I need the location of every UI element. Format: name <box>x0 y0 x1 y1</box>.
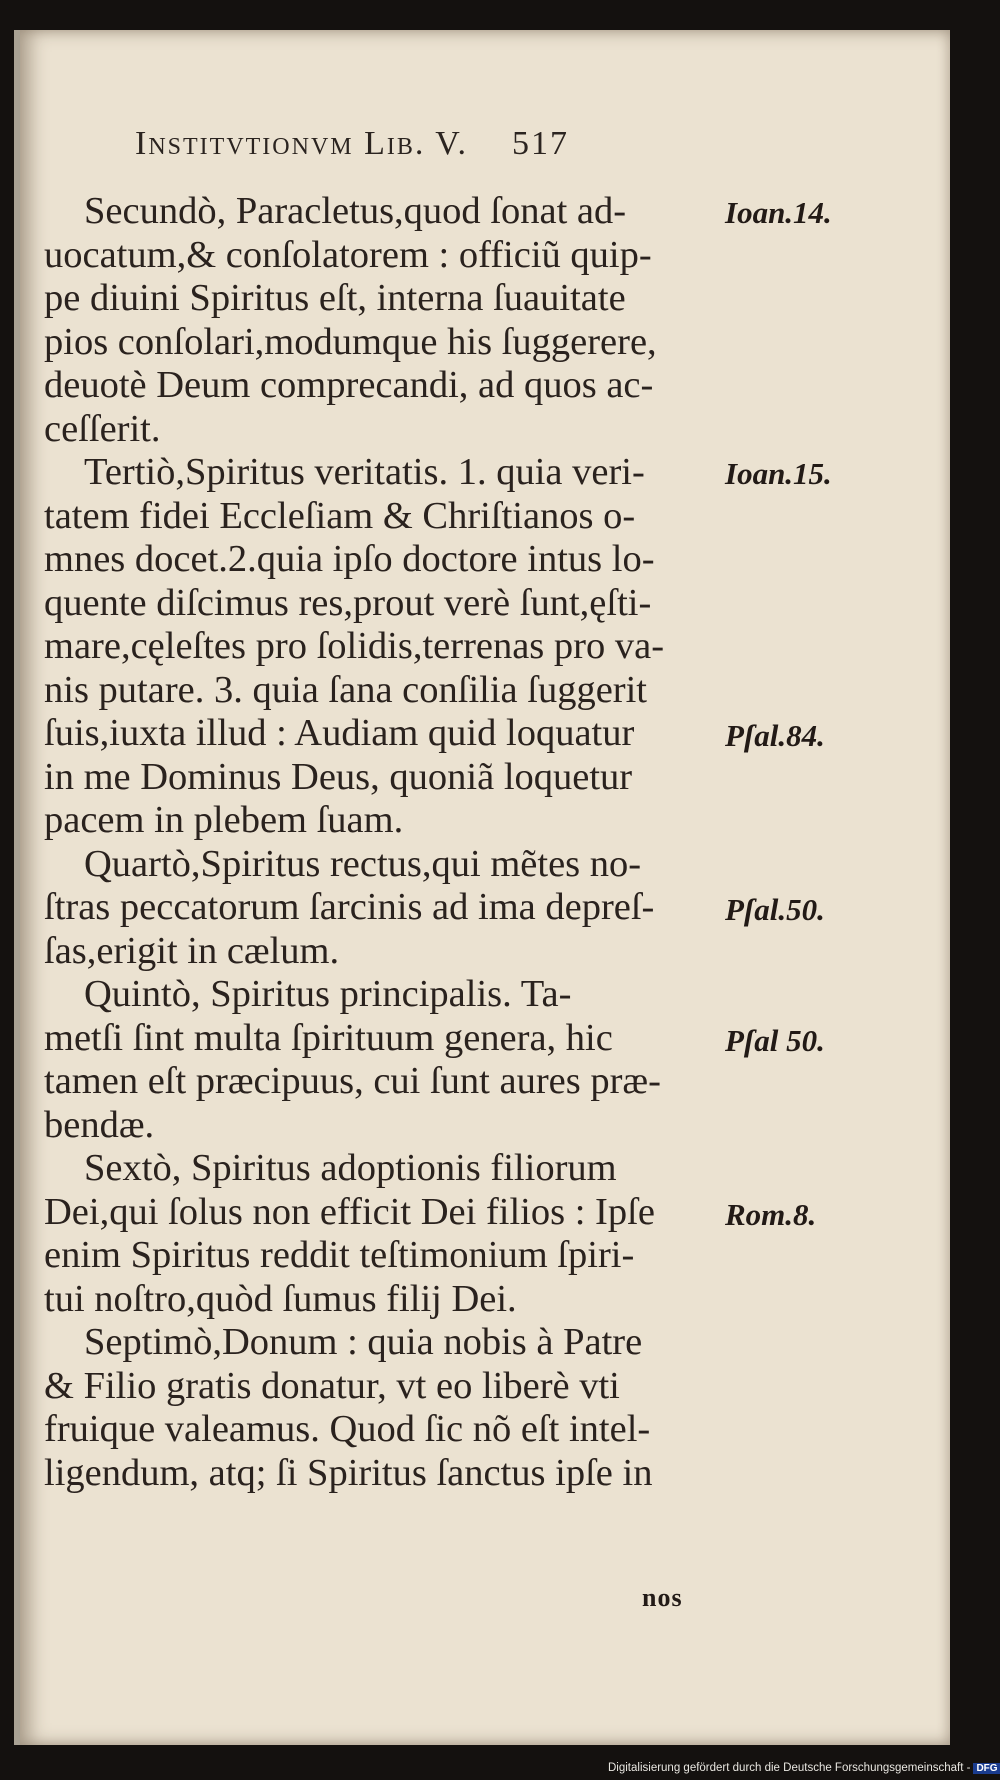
text-line: tui noſtro,quòd ſumus filij Dei. <box>44 1277 517 1320</box>
text-line: ceſſerit. <box>44 407 161 450</box>
text-line: Dei,qui ſolus non efficit Dei filios : Ipſe <box>44 1190 655 1233</box>
text-line: mnes docet.2.quia ipſo doctore intus lo- <box>44 538 655 580</box>
credit-text: Digitalisierung gefördert durch die Deutsche Forschungsgemeinschaft - <box>608 1762 971 1774</box>
marginal-reference: Pſal.84. <box>725 718 825 753</box>
book-page <box>14 30 950 1745</box>
text-line: Quartò,Spiritus rectus,qui mẽtes no- <box>84 842 642 885</box>
text-line: & Filio gratis donatur, vt eo liberè vti <box>44 1364 620 1407</box>
marginal-reference: Pſal 50. <box>725 1023 825 1058</box>
text-line: nis putare. 3. quia ſana conſilia ſuggerit <box>44 668 647 711</box>
text-line: pacem in plebem ſuam. <box>44 799 404 841</box>
text-line: Secundò, Paracletus,quod ſonat ad- <box>84 190 627 232</box>
text-line: ligendum, atq; ſi Spiritus ſanctus ipſe in <box>44 1451 653 1494</box>
text-line: in me Dominus Deus, quoniã loquetur <box>44 755 633 798</box>
marginal-reference: Rom.8. <box>725 1197 817 1232</box>
page-number: 517 <box>511 125 569 162</box>
text-line: mare,cęleſtes pro ſolidis,terrenas pro va- <box>44 625 665 667</box>
text-line: ſuis,iuxta illud : Audiam quid loquatur <box>44 712 635 754</box>
text-line: ſtras peccatorum ſarcinis ad ima depreſ- <box>44 886 655 928</box>
body-text <box>44 190 744 1495</box>
text-line: pios conſolari,modumque his ſuggerere, <box>44 320 657 363</box>
text-line: fruique valeamus. Quod ſic nõ eſt intel- <box>44 1408 651 1450</box>
text-line: uocatum,& conſolatorem : officiũ quip- <box>44 233 652 276</box>
catchword: nos <box>642 1583 683 1612</box>
text-line: quente diſcimus res,prout verè ſunt,ęſti- <box>44 581 652 624</box>
marginal-reference: Ioan.14. <box>725 195 832 230</box>
text-line: metſi ſint multa ſpirituum genera, hic <box>44 1016 613 1059</box>
digitization-credit <box>608 1762 1000 1774</box>
text-line: bendæ. <box>44 1103 155 1146</box>
text-line: deuotè Deum comprecandi, ad quos ac- <box>44 364 654 406</box>
dfg-logo: DFG <box>973 1763 1000 1774</box>
text-line: Quintò, Spiritus principalis. Ta- <box>84 973 572 1015</box>
marginal-reference: Pſal.50. <box>725 892 825 927</box>
text-line: ſas,erigit in cælum. <box>44 929 340 972</box>
marginal-reference: Ioan.15. <box>725 456 832 491</box>
running-head <box>135 125 735 185</box>
text-line: Septimò,Donum : quia nobis à Patre <box>84 1321 643 1363</box>
text-line: pe diuini Spiritus eſt, interna ſuauitate <box>44 277 626 319</box>
text-line: tatem fidei Eccleſiam & Chriſtianos o- <box>44 494 636 537</box>
text-line: enim Spiritus reddit teſtimonium ſpiri- <box>44 1234 635 1276</box>
text-line: tamen eſt præcipuus, cui ſunt aures præ- <box>44 1060 661 1102</box>
running-title: Institvtionvm Lib. V. <box>135 125 468 162</box>
text-line: Sextò, Spiritus adoptionis filiorum <box>84 1147 617 1189</box>
text-line: Tertiò,Spiritus veritatis. 1. quia veri- <box>84 451 645 493</box>
